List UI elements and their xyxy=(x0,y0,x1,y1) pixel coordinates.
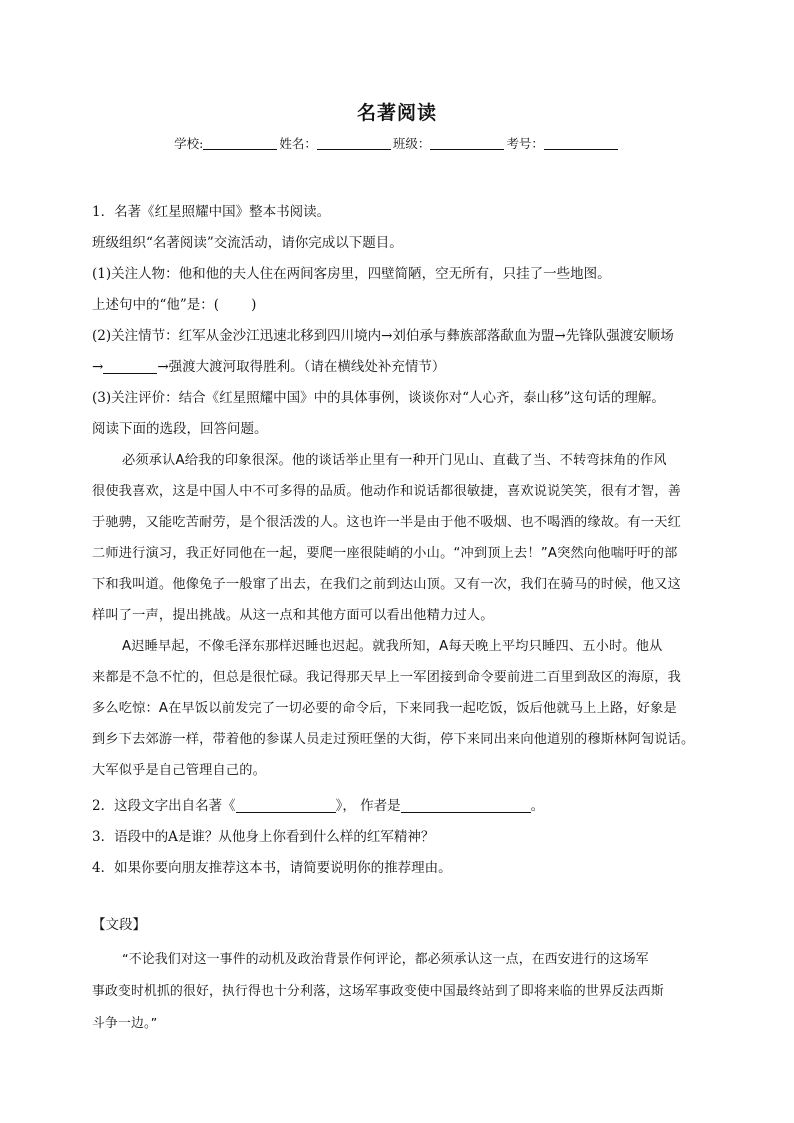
name-label: 姓名： xyxy=(279,136,317,151)
exam-no-label: 考号： xyxy=(506,136,544,151)
passage-line: 必须承认A给我的印象很深。他的谈话举止里有一种开门见山、直截了当、不转弯抹角的作风 xyxy=(122,453,667,468)
question-3: 3．语段中的A是谁？从他身上你看到什么样的红军精神？ xyxy=(92,829,435,845)
sub2-rest: →强渡大渡河取得胜利。（请在横线处补充情节） xyxy=(157,359,446,375)
q2-text-c: 。 xyxy=(530,798,545,814)
passage-line: 下和我叫道。他像兔子一般窜了出去，在我们之前到达山顶。又有一次，我们在骑马的时候，他又这 xyxy=(92,577,682,592)
passage-line: 到乡下去郊游一样，带着他的参谋人员走过预旺堡的大街，停下来同出来向他道别的穆斯林阿訇说话。 xyxy=(92,732,695,747)
passage-line: 样叫了一声，提出挑战。从这一点和其他方面可以看出他精力过人。 xyxy=(92,608,494,623)
page-title: 名著阅读 xyxy=(356,102,437,124)
question-1-instruction: 班级组织“名著阅读”交流活动，请你完成以下题目。 xyxy=(92,235,403,251)
passage-line: 来都是不急不忙的，但总是很忙碌。我记得那天早上一军团接到命令要前进二百里到敌区的海原，我 xyxy=(92,670,682,685)
name-blank[interactable] xyxy=(317,137,391,150)
sub2-arrow: → xyxy=(92,359,104,375)
reading-instruction: 阅读下面的选段，回答问题。 xyxy=(92,421,268,437)
wenduan-label: 【文段】 xyxy=(92,917,146,933)
exam-no-blank[interactable] xyxy=(544,137,618,150)
question-1-sub1-ask xyxy=(92,296,712,314)
question-1-sub2-cont xyxy=(92,358,712,376)
passage-line: 于驰骋，又能吃苦耐劳，是个很活泼的人。这也许一半是由于他不吸烟、也不喝酒的缘故。有一天红 xyxy=(92,515,682,530)
q2-book-blank[interactable] xyxy=(236,799,336,813)
passage-line: 大军似乎是自己管理自己的。 xyxy=(92,763,267,778)
q2-text-b: 》， 作者是 xyxy=(335,798,401,814)
sub1-ask-text: 上述句中的“他”是：( xyxy=(92,297,220,313)
question-1-sub2: (2)关注情节：红军从金沙江迅速北移到四川境内→刘伯承与彝族部落歃血为盟→先锋队强渡安顺场 xyxy=(92,328,674,344)
passage-line: 多么吃惊：A在早饭以前发完了一切必要的命令后，下来同我一起吃饭，饭后他就马上上路，好象是 xyxy=(92,701,677,716)
passage-line: 二师进行演习，我正好同他在一起，要爬一座很陡峭的小山。“冲到顶上去！”A突然向他喘吁吁的部 xyxy=(92,546,678,561)
wenduan-line: 斗争一边。” xyxy=(92,1016,158,1031)
question-4: 4．如果你要向朋友推荐这本书，请简要说明你的推荐理由。 xyxy=(92,860,452,876)
student-info-row xyxy=(0,134,794,152)
class-blank[interactable] xyxy=(430,137,504,150)
question-1-intro: 1．名著《红星照耀中国》整本书阅读。 xyxy=(92,204,331,220)
question-1-sub3: (3)关注评价：结合《红星照耀中国》中的具体事例，谈谈你对“人心齐，泰山移”这句话的理解。 xyxy=(92,390,665,406)
sub1-ask-close: ) xyxy=(251,297,257,313)
question-1-sub1: (1)关注人物：他和他的夫人住在两间客房里，四壁简陋，空无所有，只挂了一些地图。 xyxy=(92,266,611,282)
question-2 xyxy=(92,797,712,815)
q2-text-a: 2．这段文字出自名著《 xyxy=(92,798,236,814)
passage-line: A迟睡早起，不像毛泽东那样迟睡也迟起。就我所知，A每天晚上平均只睡四、五小时。他从 xyxy=(122,639,663,654)
school-label: 学校: xyxy=(174,136,204,151)
wenduan-line: “不论我们对这一事件的动机及政治背景作何评论，都必须承认这一点，在西安进行的这场军 xyxy=(122,952,649,967)
class-label: 班级： xyxy=(392,136,431,151)
sub2-answer-blank[interactable] xyxy=(103,360,157,374)
school-blank[interactable] xyxy=(203,137,277,150)
q2-author-blank[interactable] xyxy=(401,799,531,813)
passage-line: 很使我喜欢，这是中国人中不可多得的品质。他动作和说话都很敏捷，喜欢说说笑笑，很有才智，善 xyxy=(92,484,682,499)
wenduan-line: 事政变时机抓的很好，执行得也十分利落，这场军事政变使中国最终站到了即将来临的世界反法西斯 xyxy=(92,984,664,999)
